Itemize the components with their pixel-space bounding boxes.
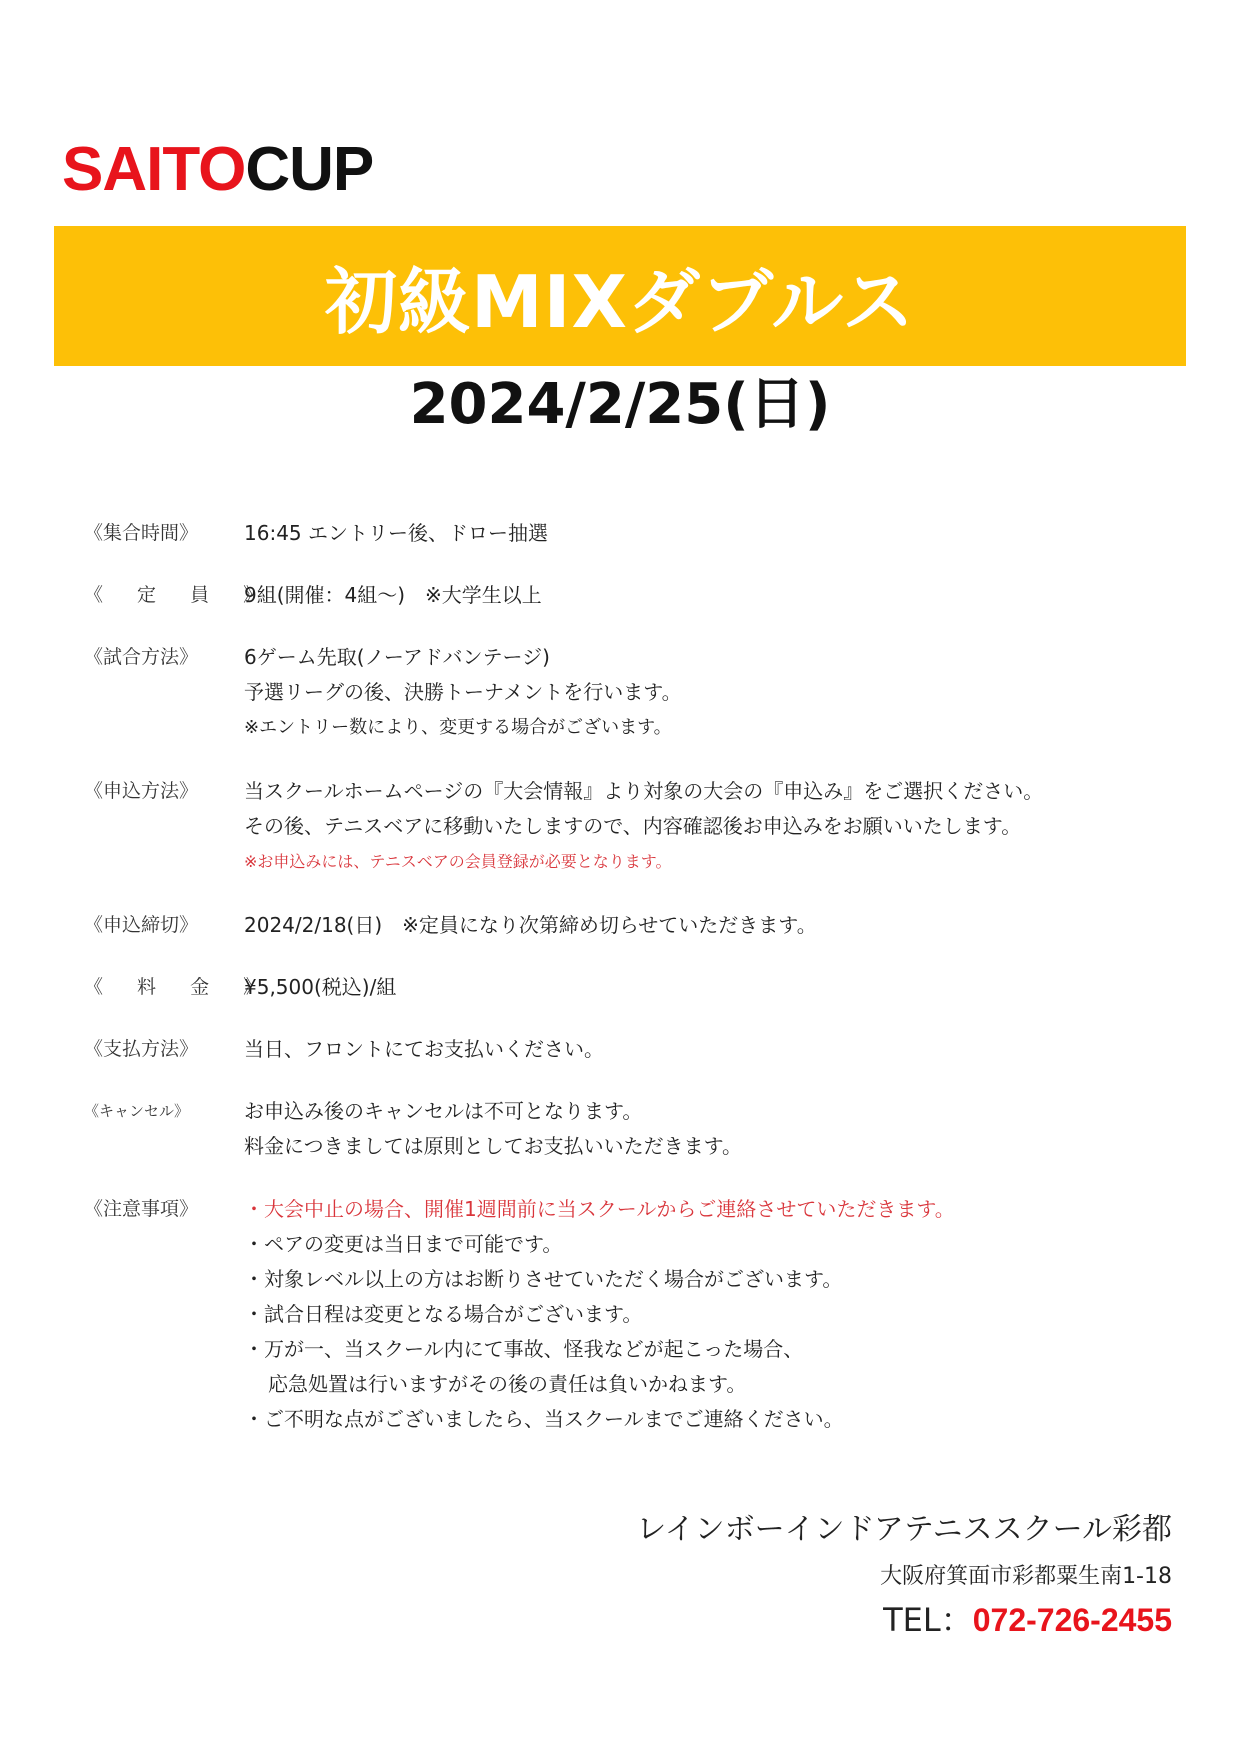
section-body	[244, 908, 1184, 943]
section-label: 《試合方法》	[84, 646, 199, 668]
section-label: 《集合時間》	[84, 522, 199, 544]
section-label: 《注意事項》	[84, 1198, 199, 1220]
brand-cup: CUP	[245, 135, 374, 204]
section-body	[244, 1032, 1184, 1067]
section-label: 《 定 員 》	[84, 584, 277, 606]
section-line: 予選リーグの後、決勝トーナメントを行います。	[244, 680, 682, 704]
section-body	[244, 1094, 1184, 1164]
section-warning: ※お申込みには、テニスベアの会員登録が必要となります。	[244, 852, 672, 871]
section-label: 《支払方法》	[84, 1038, 199, 1060]
school-name: レインボーインドアテニススクール彩都	[636, 1512, 1172, 1547]
title-banner	[54, 226, 1186, 366]
section-body	[244, 516, 1184, 551]
section-label: 《申込締切》	[84, 914, 199, 936]
section-label: 《 料 金 》	[84, 976, 277, 998]
note-item: ・ペアの変更は当日まで可能です。	[244, 1232, 563, 1256]
section-label: 《キャンセル》	[84, 1102, 190, 1120]
section-body	[244, 578, 1184, 613]
banner-title: 初級MIXダブルス	[325, 260, 915, 344]
school-address: 大阪府箕面市彩都粟生南1-18	[880, 1564, 1172, 1589]
note-item: ・万が一、当スクール内にて事故、怪我などが起こった場合、	[244, 1337, 804, 1361]
section-body	[244, 640, 1184, 745]
section-line: 当日、フロントにてお支払いください。	[244, 1037, 604, 1061]
section-line: ※エントリー数により、変更する場合がございます。	[244, 717, 672, 738]
section-line: 9組(開催：4組～) ※大学生以上	[244, 583, 542, 607]
section-line: その後、テニスベアに移動いたしますので、内容確認後お申込みをお願いいたします。	[244, 814, 1022, 838]
section-line: ¥5,500(税込)/組	[244, 975, 397, 999]
brand-saito: SAITO	[62, 135, 246, 204]
school-phone	[883, 1596, 1172, 1644]
section-body	[244, 774, 1184, 879]
tel-label: TEL：	[883, 1601, 973, 1639]
note-item-cancellation: ・大会中止の場合、開催1週間前に当スクールからご連絡させていただきます。	[244, 1197, 955, 1221]
note-item: ・試合日程は変更となる場合がございます。	[244, 1302, 643, 1326]
note-item-continued: 応急処置は行いますがその後の責任は負いかねます。	[268, 1372, 747, 1396]
section-line: 2024/2/18(日) ※定員になり次第締め切らせていただきます。	[244, 913, 817, 937]
section-line: 6ゲーム先取(ノーアドバンテージ)	[244, 645, 550, 669]
event-brand-logo	[62, 132, 373, 208]
note-item: ・ご不明な点がございましたら、当スクールまでご連絡ください。	[244, 1407, 844, 1431]
section-body	[244, 1192, 1184, 1437]
tel-number: 072-726-2455	[972, 1602, 1172, 1638]
event-date: 2024/2/25(日)	[409, 372, 831, 437]
section-line: 16:45 エントリー後、ドロー抽選	[244, 521, 548, 545]
section-line: 当スクールホームページの『大会情報』より対象の大会の『申込み』をご選択ください。	[244, 779, 1044, 803]
section-line: 料金につきましては原則としてお支払いいただきます。	[244, 1134, 742, 1158]
note-item: ・対象レベル以上の方はお断りさせていただく場合がございます。	[244, 1267, 843, 1291]
section-line: お申込み後のキャンセルは不可となります。	[244, 1099, 643, 1123]
section-label: 《申込方法》	[84, 780, 199, 802]
section-body	[244, 970, 1184, 1005]
